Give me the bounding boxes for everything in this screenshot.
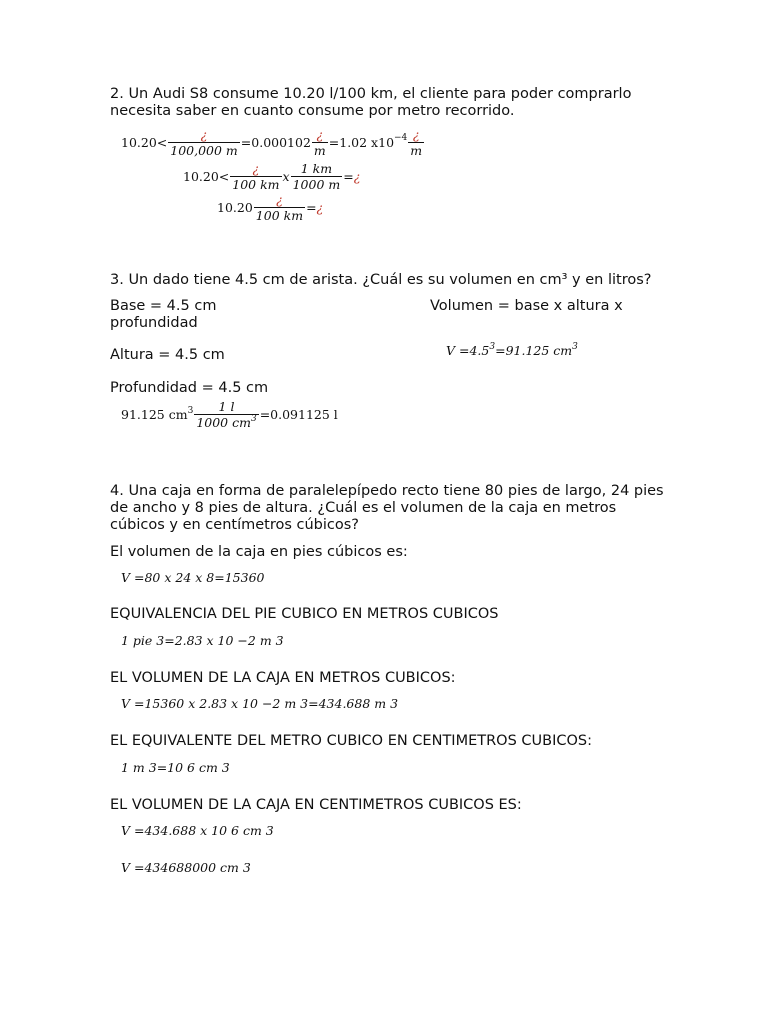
q2-line2: necesita saber en cuanto consume por metro recorrido. <box>110 103 515 119</box>
fraction <box>194 400 258 429</box>
eq-term: ¿ <box>353 168 361 184</box>
q4-step1-label: El volumen de la caja en pies cúbicos es: <box>110 544 408 560</box>
q4-step2-equation: 1 pie 3=2.83 x 10 −2 m 3 <box>121 633 284 648</box>
fraction-numerator: ¿ <box>168 128 240 143</box>
q4-step5-equation: V =434.688 x 10 6 cm 3 <box>121 823 274 838</box>
eq-term: 10.20< <box>183 168 230 184</box>
eq-term: =0.000102 <box>240 134 311 150</box>
q3-liters-equation <box>121 400 338 429</box>
q4-step4-equation: 1 m 3=10 6 cm 3 <box>121 760 230 775</box>
q4-line3: cúbicos y en centímetros cúbicos? <box>110 517 360 533</box>
q2-equation-1 <box>121 128 425 157</box>
q4-final-equation: V =434688000 cm 3 <box>121 860 251 875</box>
fraction-denominator <box>194 415 258 429</box>
q2-equation-3 <box>217 193 323 222</box>
eq-term: =0.091125 l <box>259 406 338 422</box>
fraction-denominator: 100,000 m <box>170 143 238 158</box>
q4-step5-label: EL VOLUMEN DE LA CAJA EN CENTIMETROS CUBICOS ES: <box>110 797 522 813</box>
fraction <box>291 162 343 191</box>
eq-term: = <box>343 168 354 184</box>
exponent: 3 <box>187 405 194 416</box>
q2-equation-2 <box>183 162 360 191</box>
q4-line1: 4. Una caja en forma de paralelepípedo recto tiene 80 pies de largo, 24 pies <box>110 483 664 499</box>
fraction <box>168 128 240 157</box>
fraction-denominator: 100 km <box>232 177 280 192</box>
q3-base: Base = 4.5 cm <box>110 298 217 314</box>
q4-step3-label: EL VOLUMEN DE LA CAJA EN METROS CUBICOS: <box>110 670 456 686</box>
q3-profundidad: Profundidad = 4.5 cm <box>110 380 269 396</box>
fraction <box>230 162 281 191</box>
eq-term: = <box>306 199 317 215</box>
fraction-denominator: 100 km <box>255 208 304 223</box>
q3-volume-formula: Volumen = base x altura x <box>430 298 623 314</box>
fraction-denominator: m <box>313 143 326 158</box>
q4-step4-label: EL EQUIVALENTE DEL METRO CUBICO EN CENTIMETROS CUBICOS: <box>110 733 592 749</box>
q3-altura: Altura = 4.5 cm <box>110 347 225 363</box>
q4-step3-equation: V =15360 x 2.83 x 10 −2 m 3=434.688 m 3 <box>121 696 399 711</box>
q4-line2: de ancho y 8 pies de altura. ¿Cuál es el volumen de la caja en metros <box>110 500 617 516</box>
eq-text: 91.125 cm <box>121 406 188 422</box>
fraction-numerator: ¿ <box>254 193 305 208</box>
eq-term: ¿ <box>316 199 324 215</box>
fraction <box>254 193 305 222</box>
q3-volume-formula-cont: profundidad <box>110 315 198 331</box>
fraction <box>312 128 328 157</box>
fraction <box>408 128 424 157</box>
q4-step2-label: EQUIVALENCIA DEL PIE CUBICO EN METROS CUBICOS <box>110 606 499 622</box>
eq-term: =91.125 cm <box>495 343 573 358</box>
eq-term: 10.20 <box>217 199 253 215</box>
fraction-numerator: ¿ <box>312 128 328 143</box>
eq-term <box>121 405 194 422</box>
fraction-denominator: m <box>410 143 423 158</box>
eq-term: V =4.5 <box>446 343 490 358</box>
q3-volume-equation <box>446 344 578 358</box>
eq-term: x <box>282 168 290 184</box>
q4-step1-equation: V =80 x 24 x 8=15360 <box>121 570 265 585</box>
fraction-numerator: ¿ <box>408 128 424 143</box>
eq-term: =1.02 x10 <box>328 134 395 150</box>
exponent: 3 <box>489 342 496 352</box>
eq-text: 1000 cm <box>196 415 251 430</box>
fraction-denominator: 1000 m <box>292 177 341 192</box>
q3-title: 3. Un dado tiene 4.5 cm de arista. ¿Cuál es su volumen en cm³ y en litros? <box>110 272 652 288</box>
fraction-numerator: 1 l <box>194 400 258 415</box>
exponent: 3 <box>250 414 257 424</box>
eq-term: 10.20< <box>121 134 168 150</box>
exponent: 3 <box>572 342 578 352</box>
fraction-numerator: 1 km <box>291 162 343 177</box>
q2-line1: 2. Un Audi S8 consume 10.20 l/100 km, el cliente para poder comprarlo <box>110 86 632 102</box>
fraction-numerator: ¿ <box>230 162 281 177</box>
exponent: −4 <box>394 133 408 143</box>
